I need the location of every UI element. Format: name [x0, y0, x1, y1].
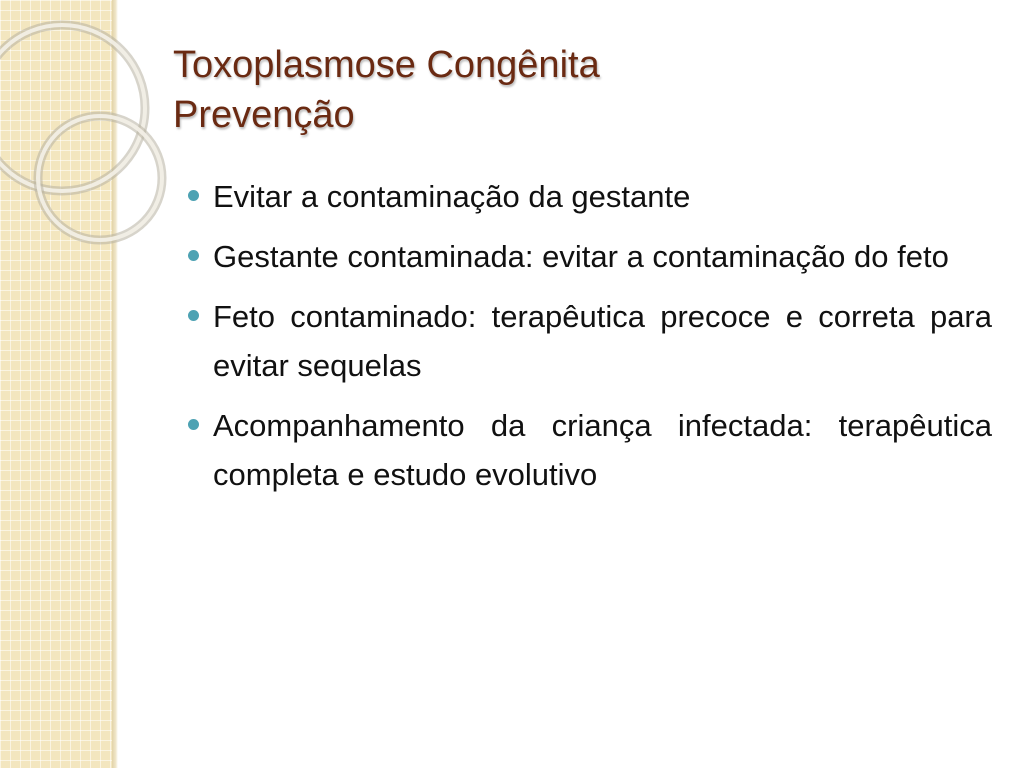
bullet-text: Acompanhamento da criança infectada: terapêutica completa e estudo evolutivo — [213, 408, 992, 492]
bullet-dot-icon — [188, 190, 199, 201]
bullet-item — [184, 292, 992, 390]
title-line-1: Toxoplasmose Congênita — [173, 44, 600, 86]
bullet-item — [184, 401, 992, 499]
bullet-text: Evitar a contaminação da gestante — [213, 179, 691, 214]
bullet-dot-icon — [188, 310, 199, 321]
slide-title — [173, 40, 993, 140]
bullet-dot-icon — [188, 250, 199, 261]
bullet-text: Feto contaminado: terapêutica precoce e correta para evitar sequelas — [213, 299, 992, 383]
bullet-item — [184, 172, 992, 221]
bullet-list — [184, 172, 992, 510]
bullet-item — [184, 232, 992, 281]
title-line-2: Prevenção — [173, 94, 355, 136]
bullet-text: Gestante contaminada: evitar a contaminação do feto — [213, 239, 949, 274]
bullet-dot-icon — [188, 419, 199, 430]
ring-decoration — [0, 0, 180, 260]
